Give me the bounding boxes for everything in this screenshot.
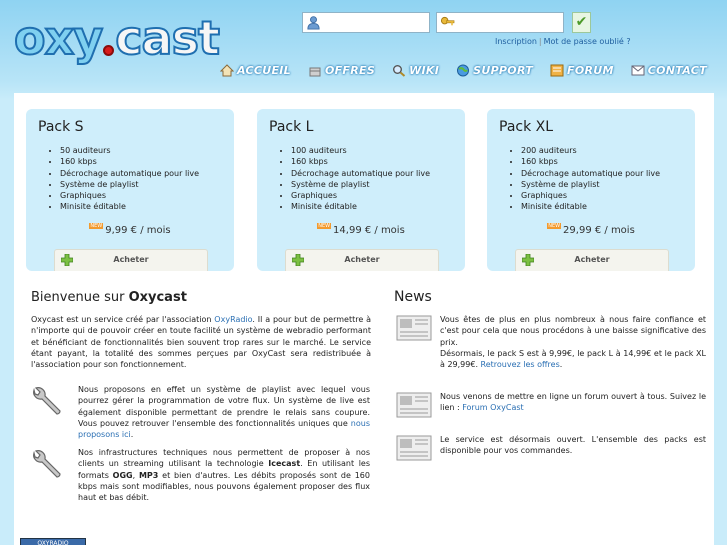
- news-text-prices: [440, 348, 706, 371]
- forum-link[interactable]: Forum OxyCast: [462, 403, 524, 413]
- key-icon: [440, 15, 455, 30]
- pack-feature: • 50 auditeurs: [60, 145, 199, 156]
- pack-feature: • Système de playlist: [291, 179, 430, 190]
- nav-item-support[interactable]: [456, 64, 533, 77]
- main-content: [14, 93, 714, 545]
- mp3-text: MP3: [138, 470, 159, 480]
- pack-price: [487, 223, 695, 236]
- login-links: [495, 37, 631, 46]
- buy-button-pack-xl[interactable]: [515, 249, 669, 271]
- wrench-icon: [28, 447, 64, 483]
- nav-label: CONTACT: [647, 64, 707, 77]
- pack-feature: • Décrochage automatique pour live: [60, 168, 199, 179]
- pack-feature: • 160 kbps: [60, 156, 199, 167]
- pack-price: [26, 223, 234, 236]
- playlist-block: [78, 384, 370, 440]
- pack-feature: • 160 kbps: [521, 156, 660, 167]
- buy-button-label: Acheter: [113, 255, 149, 264]
- welcome-intro: [31, 314, 371, 370]
- streaming-text: . En utilisant les formats: [78, 459, 371, 480]
- pack-feature: • Système de playlist: [521, 179, 660, 190]
- newspaper-icon: [396, 315, 432, 341]
- news-text: Le service est désormais ouvert. L'ensemble des packs est disponible pour vos commandes.: [440, 435, 706, 456]
- username-field[interactable]: [302, 12, 430, 33]
- nav-label: ACCUEIL: [237, 64, 291, 77]
- pack-title: Pack L: [269, 119, 314, 135]
- streaming-text: Nos infrastructures techniques nous permettent de proposer à nos clients un streaming utilisant la technologie: [78, 448, 370, 469]
- playlist-text: Nous proposons en effet un système de playlist avec lequel vous pourrez gérer la programmation de votre flux. Un système de live est également disponible permettant de prendre le relais sans coupure. Vous pouvez retrouver l'ensemble des fonctionnalités uniques que: [78, 385, 370, 428]
- pack-feature: • Décrochage automatique pour live: [291, 168, 430, 179]
- mail-icon: [631, 64, 645, 77]
- nav-item-offres[interactable]: [308, 64, 375, 77]
- buy-button-label: Acheter: [574, 255, 610, 264]
- new-badge: NEW: [318, 223, 331, 229]
- welcome-title-prefix: Bienvenue sur: [31, 290, 129, 305]
- footer-badge[interactable]: [20, 538, 86, 545]
- main-nav: [220, 64, 707, 77]
- nav-label: WIKI: [409, 64, 440, 77]
- pack-price-value: 14,99 € / mois: [333, 225, 405, 236]
- plus-icon: [61, 254, 73, 266]
- login-submit-button[interactable]: [572, 12, 591, 33]
- offers-link[interactable]: Retrouvez les offres: [480, 360, 560, 370]
- pack-feature: • Graphiques: [291, 190, 430, 201]
- plus-icon: [292, 254, 304, 266]
- logo-text-oxy: oxy: [14, 11, 103, 65]
- pack-feature: • Graphiques: [521, 190, 660, 201]
- new-badge: NEW: [90, 223, 103, 229]
- newspaper-icon: [396, 392, 432, 418]
- new-badge: NEW: [548, 223, 561, 229]
- password-field[interactable]: [436, 12, 564, 33]
- user-icon: [306, 15, 321, 30]
- pack-title: Pack S: [38, 119, 84, 135]
- wrench-icon: [28, 384, 64, 420]
- globe-icon: [456, 64, 470, 77]
- pack-price-value: 9,99 € / mois: [105, 225, 171, 236]
- news-text: Vous êtes de plus en plus nombreux à nous faire confiance et c'est pour cela que nous procédons à une baisse significative des prix.: [440, 315, 706, 347]
- icecast-text: Icecast: [268, 459, 301, 469]
- pack-feature: • Minisite éditable: [521, 201, 660, 212]
- nav-item-accueil[interactable]: [220, 64, 291, 77]
- signup-link[interactable]: Inscription: [495, 37, 537, 46]
- pack-feature: • Minisite éditable: [60, 201, 199, 212]
- login-form: [302, 12, 591, 33]
- oxycast-logo[interactable]: [14, 10, 219, 66]
- pack-price-value: 29,99 € / mois: [563, 225, 635, 236]
- streaming-text: ,: [132, 470, 139, 480]
- pack-feature: • Graphiques: [60, 190, 199, 201]
- news-item-2: [440, 391, 706, 414]
- pack-feature: • Minisite éditable: [291, 201, 430, 212]
- newspaper-icon: [396, 435, 432, 461]
- ogg-text: OGG: [112, 470, 133, 480]
- forum-icon: [550, 64, 564, 77]
- welcome-title-brand: Oxycast: [128, 290, 187, 305]
- news-text: Désormais, le pack S est à 9,99€, le pack L à 14,99€ et le pack XL à 29,99€.: [440, 348, 706, 370]
- pack-card-l: [257, 109, 465, 271]
- oxyradio-link[interactable]: OxyRadio: [214, 315, 253, 324]
- news-item-3: [440, 434, 706, 457]
- basket-icon: [308, 64, 322, 77]
- home-icon: [220, 64, 234, 77]
- pack-feature: • 100 auditeurs: [291, 145, 430, 156]
- pack-features: [521, 145, 660, 213]
- pack-features: [291, 145, 430, 213]
- pack-card-s: [26, 109, 234, 271]
- check-icon: ✔: [575, 14, 588, 30]
- welcome-title: [31, 290, 187, 305]
- nav-label: SUPPORT: [473, 64, 534, 77]
- news-item-1: [440, 314, 706, 370]
- news-text: .: [559, 360, 563, 370]
- news-title: News: [394, 289, 432, 305]
- logo-text-cast: cast: [115, 11, 219, 65]
- pack-features: [60, 145, 199, 213]
- pack-feature: • Décrochage automatique pour live: [521, 168, 660, 179]
- news-text: Nous venons de mettre en ligne un forum ouvert à tous. Suivez le lien :: [440, 392, 706, 413]
- buy-button-pack-l[interactable]: [285, 249, 439, 271]
- nav-label: OFFRES: [324, 64, 376, 77]
- features-link[interactable]: nous proposons ici: [78, 418, 370, 440]
- intro-text: Oxycast est un service créé par l'association: [31, 315, 215, 324]
- pack-feature: • 160 kbps: [291, 156, 430, 167]
- pack-card-xl: [487, 109, 695, 271]
- forgot-password-link[interactable]: Mot de passe oublié ?: [543, 37, 631, 46]
- pack-price: [257, 223, 465, 236]
- streaming-text: et bien d'autres. Les débits proposés sont de 160 kbps mais sont modifiables, nous pouvons également proposer des flux haut et bas débit.: [78, 470, 370, 503]
- pack-feature: • Système de playlist: [60, 179, 199, 190]
- streaming-block: [78, 447, 370, 503]
- magnifier-icon: [392, 64, 406, 77]
- pack-title: Pack XL: [499, 119, 554, 135]
- nav-item-wiki[interactable]: [392, 64, 439, 77]
- intro-text-rest: . Il a pour but de permettre à n'importe qui de pouvoir créer en toute facilité un système de webradio performant et bénéficiant de fonctionnalités bien souvent trop rares sur le marché. Le service étant payant, la totalité des sommes perçues par OxyCast sera redistribuée à l'association pour son fonctionnement.: [31, 315, 371, 370]
- plus-icon: [522, 254, 534, 266]
- nav-item-forum[interactable]: [550, 64, 614, 77]
- login-links-separator: |: [538, 37, 542, 46]
- nav-label: FORUM: [567, 64, 614, 77]
- footer-badge-label: OXYRADIO: [37, 540, 69, 545]
- playlist-text-end: .: [130, 430, 134, 440]
- nav-item-contact[interactable]: [631, 64, 707, 77]
- buy-button-pack-s[interactable]: [54, 249, 208, 271]
- buy-button-label: Acheter: [344, 255, 380, 264]
- pack-feature: • 200 auditeurs: [521, 145, 660, 156]
- logo-dot: [103, 45, 114, 56]
